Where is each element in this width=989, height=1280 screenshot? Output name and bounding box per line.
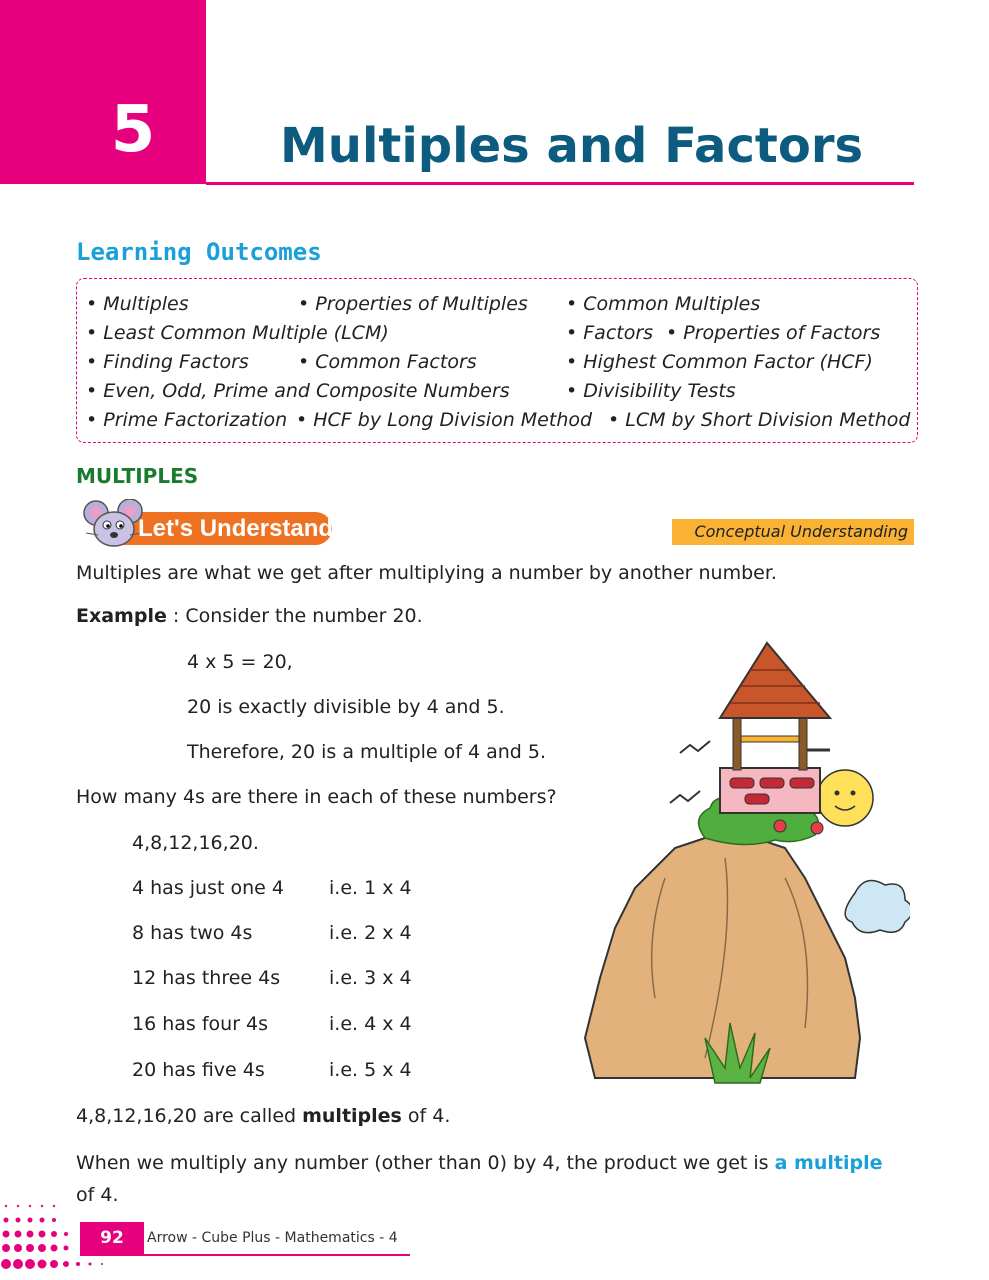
question-text: How many 4s are there in each of these numbers? [76,786,557,808]
called-bold: multiples [302,1105,402,1127]
table-row-left: 20 has five 4s [132,1059,265,1081]
example-step: Therefore, 20 is a multiple of 4 and 5. [187,741,547,763]
conceptual-understanding-tag: Conceptual Understanding [672,519,914,545]
lets-understand-label: Let's Understand [138,515,334,542]
section-heading: MULTIPLES [76,464,199,488]
footer-book-title: Arrow - Cube Plus - Mathematics - 4 [147,1230,398,1246]
final-line [76,1152,883,1174]
called-multiples-line [76,1105,450,1127]
table-row-right: i.e. 3 x 4 [329,967,412,989]
table-row-right: i.e. 1 x 4 [329,877,412,899]
example-step: 4 x 5 = 20, [187,651,293,673]
final-line-2: of 4. [76,1184,119,1206]
called-pre: 4,8,12,16,20 are called [76,1105,303,1127]
table-row-right: i.e. 5 x 4 [329,1059,412,1081]
table-row-right: i.e. 4 x 4 [329,1013,412,1035]
outcome-item: • Multiples [86,293,189,315]
title-underline [206,182,914,185]
table-row-right: i.e. 2 x 4 [329,922,412,944]
page-number: 92 [80,1222,144,1254]
outcome-item: • Factors [566,322,654,344]
table-row-left: 16 has four 4s [132,1013,269,1035]
intro-text: Multiples are what we get after multiplying a number by another number. [76,562,777,584]
chapter-title: Multiples and Factors [280,118,864,174]
example-line [76,605,423,627]
numbers-list: 4,8,12,16,20. [132,832,259,854]
outcome-item: • Divisibility Tests [566,380,736,402]
final-bold: a multiple [774,1152,883,1174]
example-label: Example [76,605,167,627]
footer-rule [80,1254,410,1256]
table-row-left: 8 has two 4s [132,922,253,944]
outcome-item: • LCM by Short Division Method [608,409,911,431]
outcome-item: • Properties of Factors [666,322,881,344]
chapter-number: 5 [110,93,156,167]
outcome-item: • Finding Factors [86,351,249,373]
outcome-item: • Common Factors [298,351,477,373]
outcome-item: • Common Multiples [566,293,761,315]
example-step: 20 is exactly divisible by 4 and 5. [187,696,505,718]
called-post: of 4. [401,1105,451,1127]
outcome-item: • Least Common Multiple (LCM) [86,322,389,344]
final-pre: When we multiply any number (other than 0) by 4, the product we get is [76,1152,775,1174]
outcome-item: • HCF by Long Division Method [296,409,593,431]
outcome-item: • Properties of Multiples [298,293,528,315]
learning-outcomes-heading: Learning Outcomes [76,238,322,266]
well-on-hill-illustration [555,638,910,1108]
example-text: : Consider the number 20. [166,605,423,627]
table-row-left: 4 has just one 4 [132,877,284,899]
table-row-left: 12 has three 4s [132,967,281,989]
outcome-item: • Prime Factorization [86,409,288,431]
outcome-item: • Highest Common Factor (HCF) [566,351,873,373]
outcome-item: • Even, Odd, Prime and Composite Numbers [86,380,510,402]
